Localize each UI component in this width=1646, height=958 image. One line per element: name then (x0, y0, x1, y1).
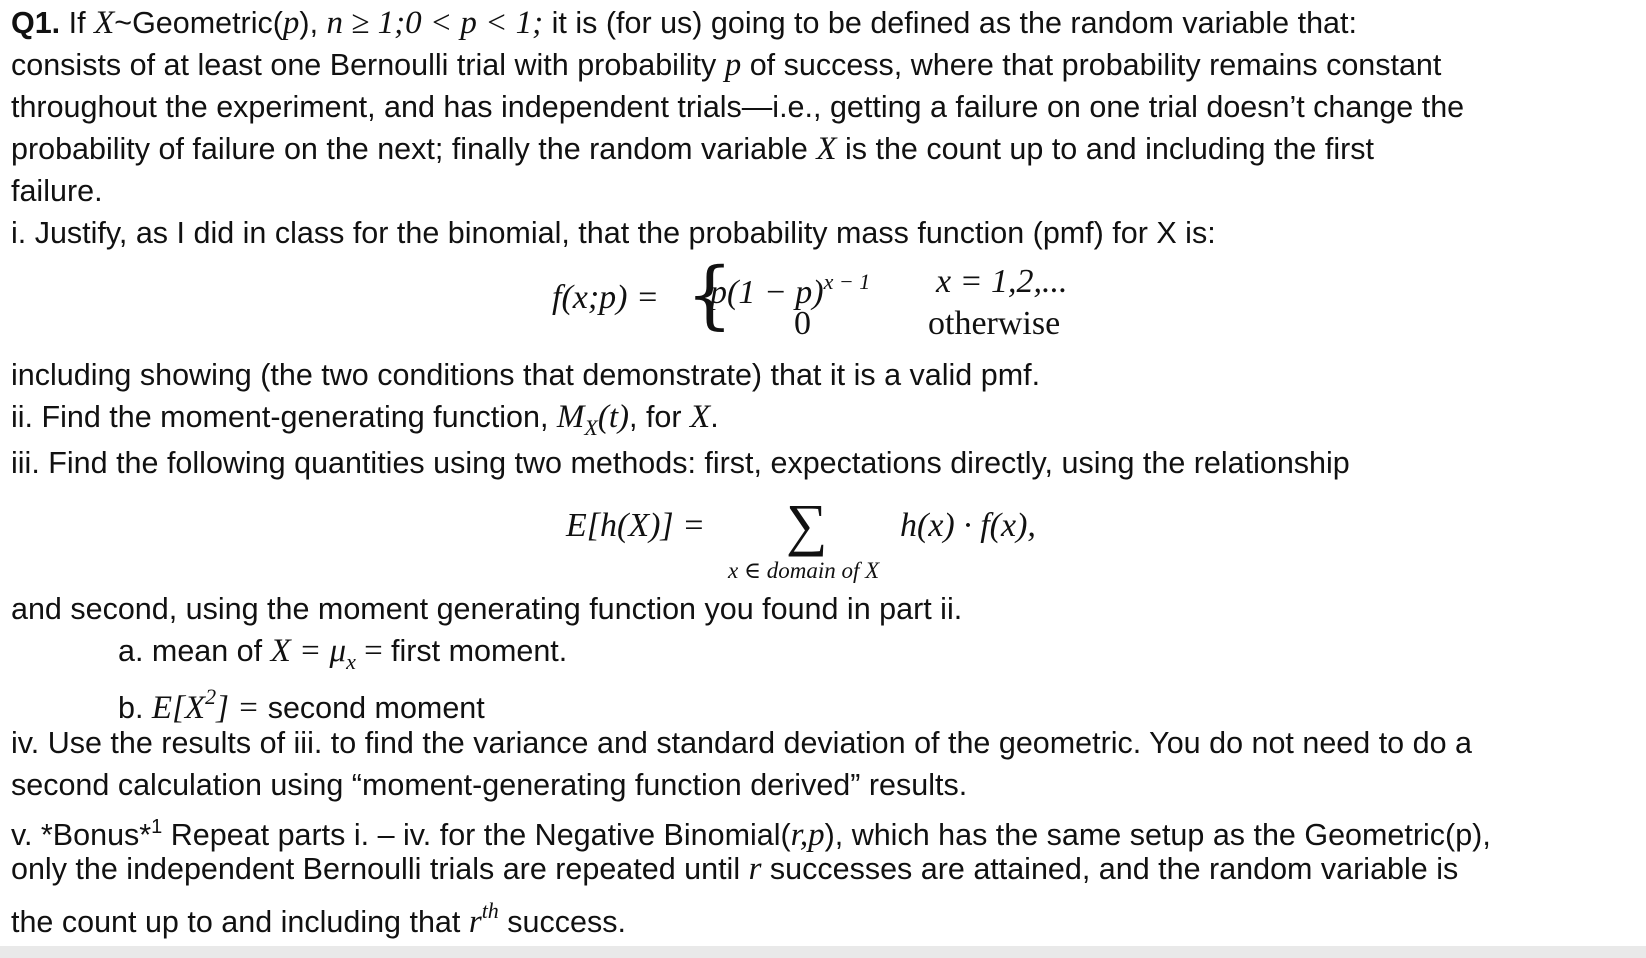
part-v-line3a: the count up to and including that (11, 905, 469, 939)
item-a-post: first moment. (390, 634, 568, 668)
intro-text-d: it is (for us) going to be defined as the random variable that: (543, 6, 1357, 40)
intro-text-c: ), (299, 6, 327, 40)
item-b-label: b. (118, 691, 152, 725)
pmf-case-2-expr: 0 (794, 305, 811, 342)
th-superscript: th (481, 898, 499, 923)
part-v-line2a: only the independent Bernoulli trials are repeated until (11, 852, 749, 886)
params-r-p: r,p (790, 817, 825, 853)
line2-text: consists of at least one Bernoulli trial with probability (11, 48, 725, 82)
line2b-text: of success, where that probability remains constant (741, 48, 1442, 82)
question-line-5: failure. (11, 174, 103, 208)
part-ii-period: . (710, 400, 719, 434)
part-iv-line-2: second calculation using “moment-generating function derived” results. (11, 768, 968, 802)
pmf-lhs: f(x;p) = (552, 279, 659, 316)
part-i-text: i. Justify, as I did in class for the binomial, that the probability mass function (pmf) for X is: (11, 216, 1216, 250)
part-iii-text: iii. Find the following quantities using two methods: first, expectations directly, using the relationship (11, 446, 1350, 480)
part-iv-line-1: iv. Use the results of iii. to find the variance and standard deviation of the geometric. You do not need to do a (11, 726, 1472, 760)
bottom-edge-bar (0, 946, 1646, 958)
expectation-rhs: h(x) · f(x), (900, 507, 1036, 544)
item-a-label: a. mean of (118, 634, 271, 668)
var-p: p (282, 5, 300, 41)
var-x: X (816, 131, 837, 167)
parameter-conditions: n ≥ 1;0 < p < 1; (326, 5, 544, 41)
pmf-case-1-expr: $p(1 - p)^{x - 1}$ (710, 269, 871, 311)
var-r: r (468, 904, 482, 940)
question-line-3: throughout the experiment, and has independent trials—i.e., getting a failure on one trial doesn’t change the (11, 90, 1465, 124)
expectation-lhs: E[h(X)] = (566, 507, 706, 544)
summation-sign: ∑ (786, 492, 828, 557)
part-ii-text-b: , for (629, 400, 691, 434)
second-moment-symbol: $E[X^2]$ = (151, 684, 268, 726)
question-intro-line (11, 6, 1357, 40)
mean-symbol: $X = \mu_x$ (270, 633, 356, 674)
part-iii-after: and second, using the moment generating function you found in part ii. (11, 592, 963, 626)
var-x: X (690, 399, 711, 435)
tilde: ~ (114, 6, 133, 40)
cases-brace: { (686, 252, 734, 338)
part-v-line2b: successes are attained, and the random variable is (761, 852, 1459, 886)
summation-index: x ∈ domain of X (728, 558, 880, 583)
footnote-marker: 1 (151, 816, 163, 838)
question-number: Q1. (11, 6, 61, 40)
var-r: r (748, 851, 762, 887)
pmf-case-2-condition: otherwise (928, 305, 1061, 342)
part-v-line-1 (11, 810, 1491, 852)
var-x: X (94, 5, 115, 41)
part-v-text-b: Repeat parts i. – iv. for the Negative Binomial( (162, 818, 791, 852)
line4b-text: is the count up to and including the first (836, 132, 1374, 166)
part-ii-text (11, 400, 719, 445)
part-ii-text-a: ii. Find the moment-generating function, (11, 400, 557, 434)
part-v-text-c: ), which has the same setup as the Geometric(p), (824, 818, 1491, 852)
intro-text-b: Geometric( (132, 6, 283, 40)
part-iii-item-a (118, 634, 567, 679)
question-line-2 (11, 48, 1441, 82)
equals-sign: = (355, 633, 391, 669)
item-b-post: second moment (267, 691, 485, 725)
part-i-after: including showing (the two conditions that demonstrate) that it is a valid pmf. (11, 358, 1041, 392)
part-iii-item-b (118, 680, 485, 725)
part-v-line-3 (11, 894, 626, 939)
mgf-symbol: $M_X(t)$ (556, 399, 630, 440)
pmf-case-1-condition: x = 1,2,... (936, 263, 1068, 300)
part-v-line3b: success. (498, 905, 626, 939)
bonus-label: v. *Bonus* (11, 818, 152, 852)
line4a-text: probability of failure on the next; finally the random variable (11, 132, 817, 166)
intro-text-a: If (68, 6, 95, 40)
part-v-line-2 (11, 852, 1458, 886)
var-p: p (724, 47, 742, 83)
question-line-4 (11, 132, 1374, 166)
